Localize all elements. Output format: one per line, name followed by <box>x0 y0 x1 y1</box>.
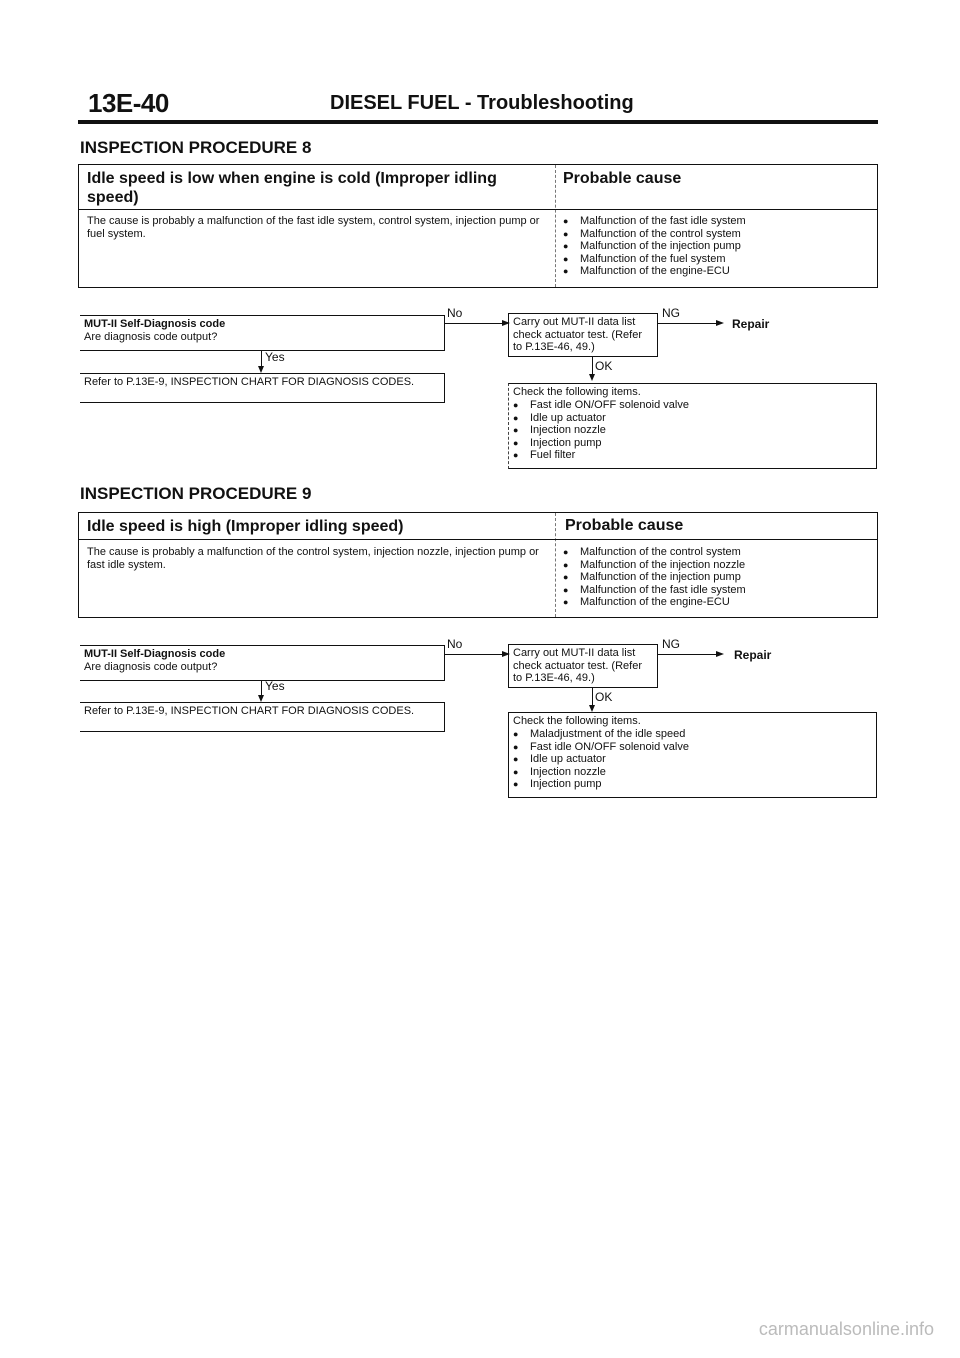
list-item: ● Injection pump <box>511 437 689 450</box>
header-rule <box>78 120 878 124</box>
refer-text: Refer to P.13E-9, INSPECTION CHART FOR DIAGNOSIS CODES. <box>84 705 415 717</box>
probable-cause-heading: Probable cause <box>563 170 682 187</box>
flow-start-title: MUT-II Self-Diagnosis code <box>84 648 226 660</box>
no-connector <box>444 654 506 655</box>
arrow-right-icon <box>716 320 724 326</box>
arrow-down-icon <box>258 695 264 702</box>
probable-cause-list <box>561 215 746 278</box>
symptom-text: Idle speed is low when engine is cold (Improper idling speed) <box>87 170 497 206</box>
check-items-list <box>511 399 689 462</box>
ng-label: NG <box>662 637 680 651</box>
list-item: ● Malfunction of the engine-ECU <box>561 265 746 278</box>
mut-diagnosis-box <box>80 315 444 351</box>
no-label: No <box>447 637 463 651</box>
table-divider <box>555 165 556 287</box>
list-item: ● Fuel filter <box>511 449 689 462</box>
box-edge <box>876 383 877 469</box>
list-item: ● Injection nozzle <box>511 424 689 437</box>
arrow-down-icon <box>589 705 595 712</box>
ng-label: NG <box>662 306 680 320</box>
no-label: No <box>447 306 463 320</box>
repair-label: Repair <box>734 648 772 662</box>
ng-connector <box>658 654 718 655</box>
procedure-9-table <box>78 512 878 618</box>
repair-label: Repair <box>732 317 770 331</box>
check-title: Check the following items. <box>513 715 641 727</box>
procedure-8-title: INSPECTION PROCEDURE 8 <box>80 138 312 157</box>
procedure-8-table <box>78 164 878 288</box>
probable-cause-list <box>561 546 746 609</box>
list-item: ● Idle up actuator <box>511 753 689 766</box>
flow-start-question: Are diagnosis code output? <box>84 330 218 343</box>
check-items-box <box>508 383 877 469</box>
list-item: ● Malfunction of the control system <box>561 228 746 241</box>
list-item: ● Malfunction of the fast idle system <box>561 215 746 228</box>
table-divider <box>79 539 877 540</box>
list-item: ● Malfunction of the injection pump <box>561 240 746 253</box>
symptom-text: Idle speed is high (Improper idling speed) <box>87 518 404 535</box>
list-item: ● Malfunction of the control system <box>561 546 746 559</box>
cause-description: The cause is probably a malfunction of the fast idle system, control system, injection pump or fuel system. <box>87 215 540 240</box>
table-divider <box>555 513 556 617</box>
list-item: ● Fast idle ON/OFF solenoid valve <box>511 741 689 754</box>
cause-description: The cause is probably a malfunction of the control system, injection nozzle, injection pump or fast idle system. <box>87 546 539 571</box>
check-items-list <box>511 728 689 791</box>
data-list-text: Carry out MUT-II data list check actuator test. (Refer to P.13E-46, 49.) <box>513 316 642 353</box>
probable-cause-heading: Probable cause <box>565 517 684 534</box>
arrow-down-icon <box>589 374 595 381</box>
box-edge <box>444 645 445 681</box>
data-list-check-box <box>508 313 658 357</box>
ok-label: OK <box>595 359 613 373</box>
check-items-box <box>508 712 877 798</box>
arrow-down-icon <box>258 366 264 373</box>
yes-label: Yes <box>265 679 285 693</box>
list-item: ● Malfunction of the injection nozzle <box>561 559 746 572</box>
page-number: 13E-40 <box>88 88 169 118</box>
list-item: ● Malfunction of the fast idle system <box>561 584 746 597</box>
table-divider <box>79 209 877 210</box>
ng-connector <box>658 323 718 324</box>
flow-start-question: Are diagnosis code output? <box>84 660 218 673</box>
refer-diagnosis-chart-box <box>80 373 445 403</box>
box-edge <box>444 315 445 351</box>
list-item: ● Malfunction of the fuel system <box>561 253 746 266</box>
check-title: Check the following items. <box>513 386 641 398</box>
ok-label: OK <box>595 690 613 704</box>
data-list-check-box <box>508 644 658 688</box>
flow-start-title: MUT-II Self-Diagnosis code <box>84 318 226 330</box>
list-item: ● Idle up actuator <box>511 412 689 425</box>
no-connector <box>444 323 506 324</box>
footer-watermark: carmanualsonline.info <box>758 1319 934 1339</box>
list-item: ● Malfunction of the injection pump <box>561 571 746 584</box>
page-title: DIESEL FUEL - Troubleshooting <box>330 92 634 114</box>
mut-diagnosis-box <box>80 645 444 681</box>
procedure-9-title: INSPECTION PROCEDURE 9 <box>80 484 312 503</box>
arrow-right-icon <box>716 651 724 657</box>
list-item: ● Fast idle ON/OFF solenoid valve <box>511 399 689 412</box>
box-edge <box>876 712 877 798</box>
refer-text: Refer to P.13E-9, INSPECTION CHART FOR DIAGNOSIS CODES. <box>84 376 415 388</box>
list-item: ● Injection nozzle <box>511 766 689 779</box>
list-item: ● Malfunction of the engine-ECU <box>561 596 746 609</box>
refer-diagnosis-chart-box <box>80 702 445 732</box>
list-item: ● Injection pump <box>511 778 689 791</box>
yes-label: Yes <box>265 350 285 364</box>
list-item: ● Maladjustment of the idle speed <box>511 728 689 741</box>
data-list-text: Carry out MUT-II data list check actuator test. (Refer to P.13E-46, 49.) <box>513 647 642 684</box>
